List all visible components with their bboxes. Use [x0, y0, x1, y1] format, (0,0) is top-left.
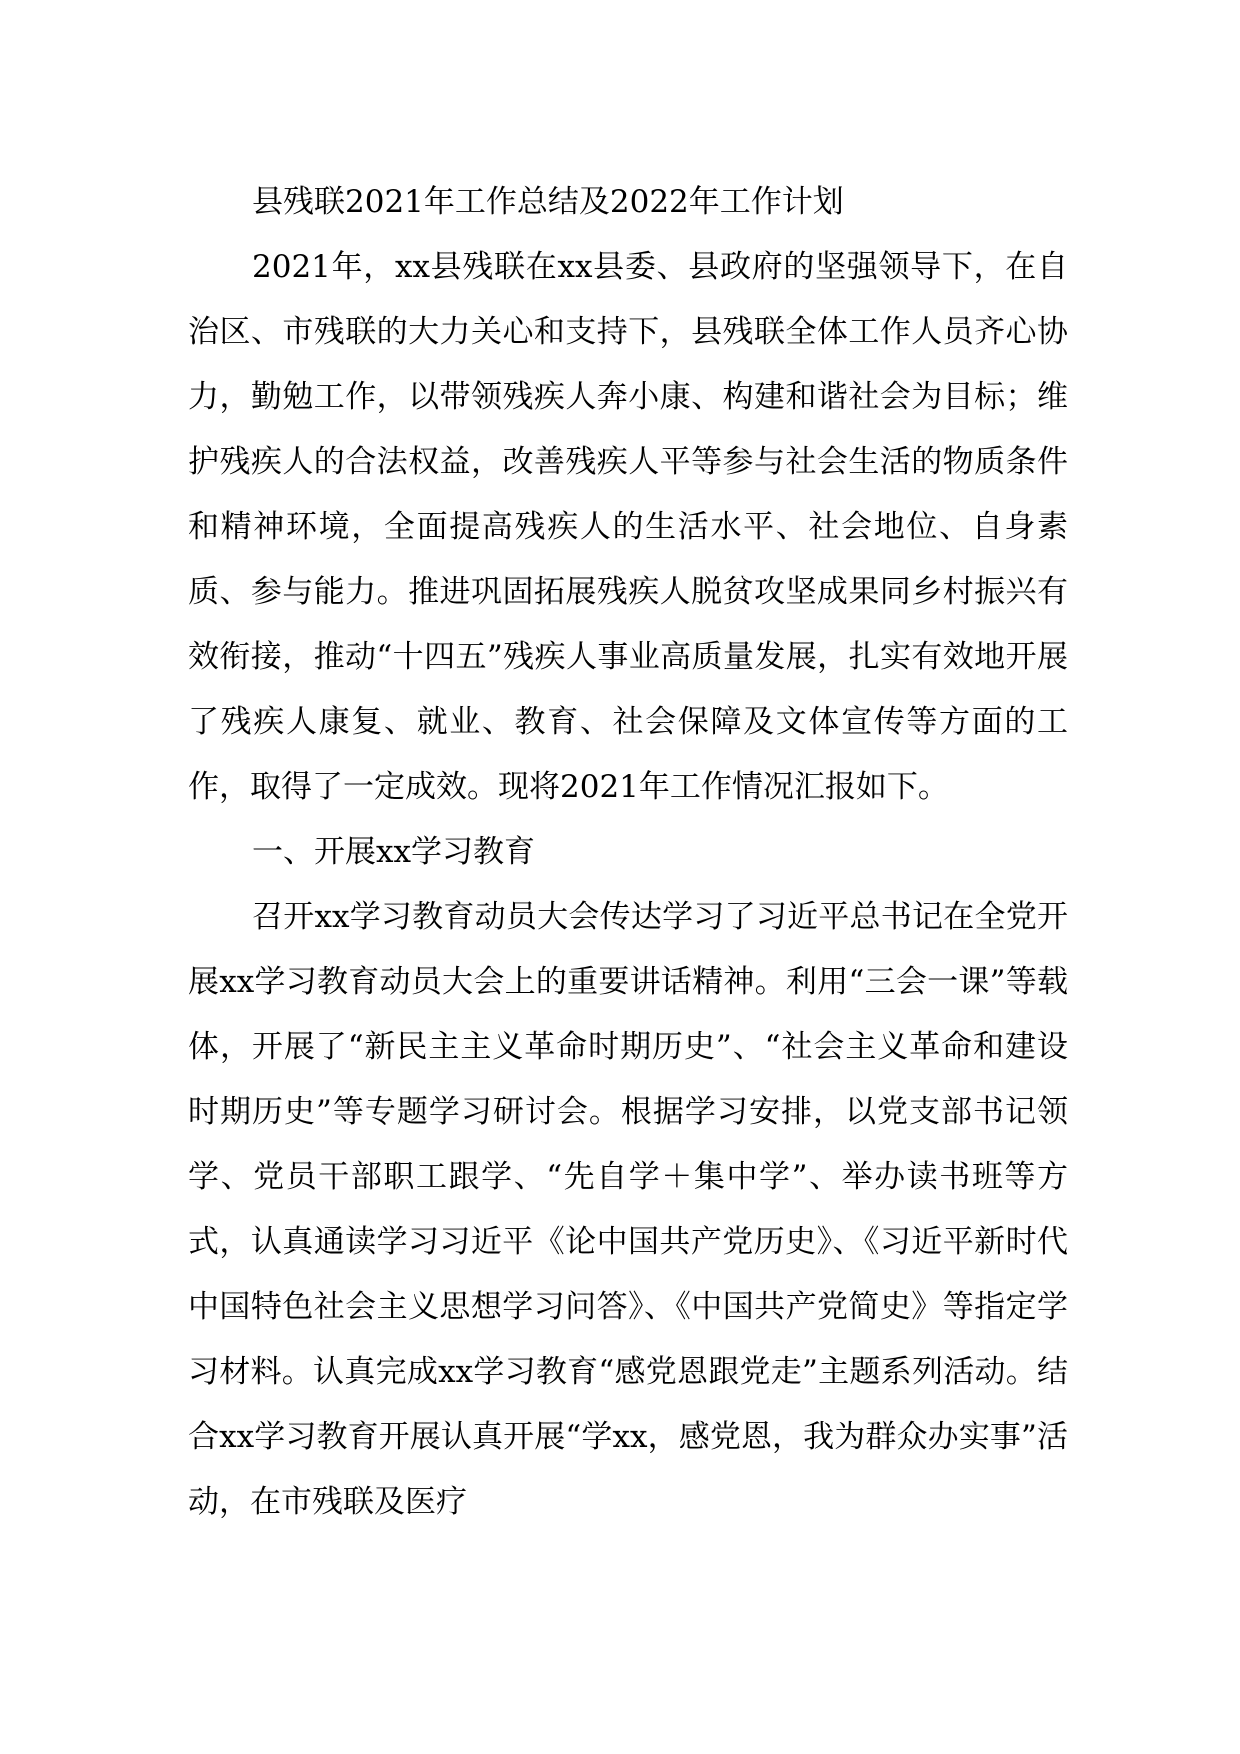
- section-heading: 一、开展xx学习教育: [252, 834, 535, 870]
- intro-paragraph: 2021年，xx县残联在xx县委、县政府的坚强领导下，在自治区、市残联的大力关心和支持下，县残联全体工作人员齐心协力，勤勉工作，以带领残疾人奔小康、构建和谐社会为目标；维护残疾人的合法权益，改善残疾人平等参与社会生活的物质条件和精神环境，全面提高残疾人的生活水平、社会地位、自身素质、参与能力。推进巩固拓展残疾人脱贫攻坚成果同乡村振兴有效衔接，推动“十四五”残疾人事业高质量发展，扎实有效地开展了残疾人康复、就业、教育、社会保障及文体宣传等方面的工作，取得了一定成效。现将2021年工作情况汇报如下。: [188, 249, 1068, 805]
- section-paragraph: 召开xx学习教育动员大会传达学习了习近平总书记在全党开展xx学习教育动员大会上的重要讲话精神。利用“三会一课”等载体，开展了“新民主主义革命时期历史”、“社会主义革命和建设时期历史”等专题学习研讨会。根据学习安排，以党支部书记领学、党员干部职工跟学、“先自学＋集中学”、举办读书班等方式，认真通读学习习近平《论中国共产党历史》、《习近平新时代中国特色社会主义思想学习问答》、《中国共产党简史》等指定学习材料。认真完成xx学习教育“感党恩跟党走”主题系列活动。结合xx学习教育开展认真开展“学xx，感党恩，我为群众办实事”活动，在市残联及医疗: [188, 899, 1068, 1520]
- document-title: 县残联2021年工作总结及2022年工作计划: [252, 184, 844, 220]
- document-body: [188, 170, 1068, 1535]
